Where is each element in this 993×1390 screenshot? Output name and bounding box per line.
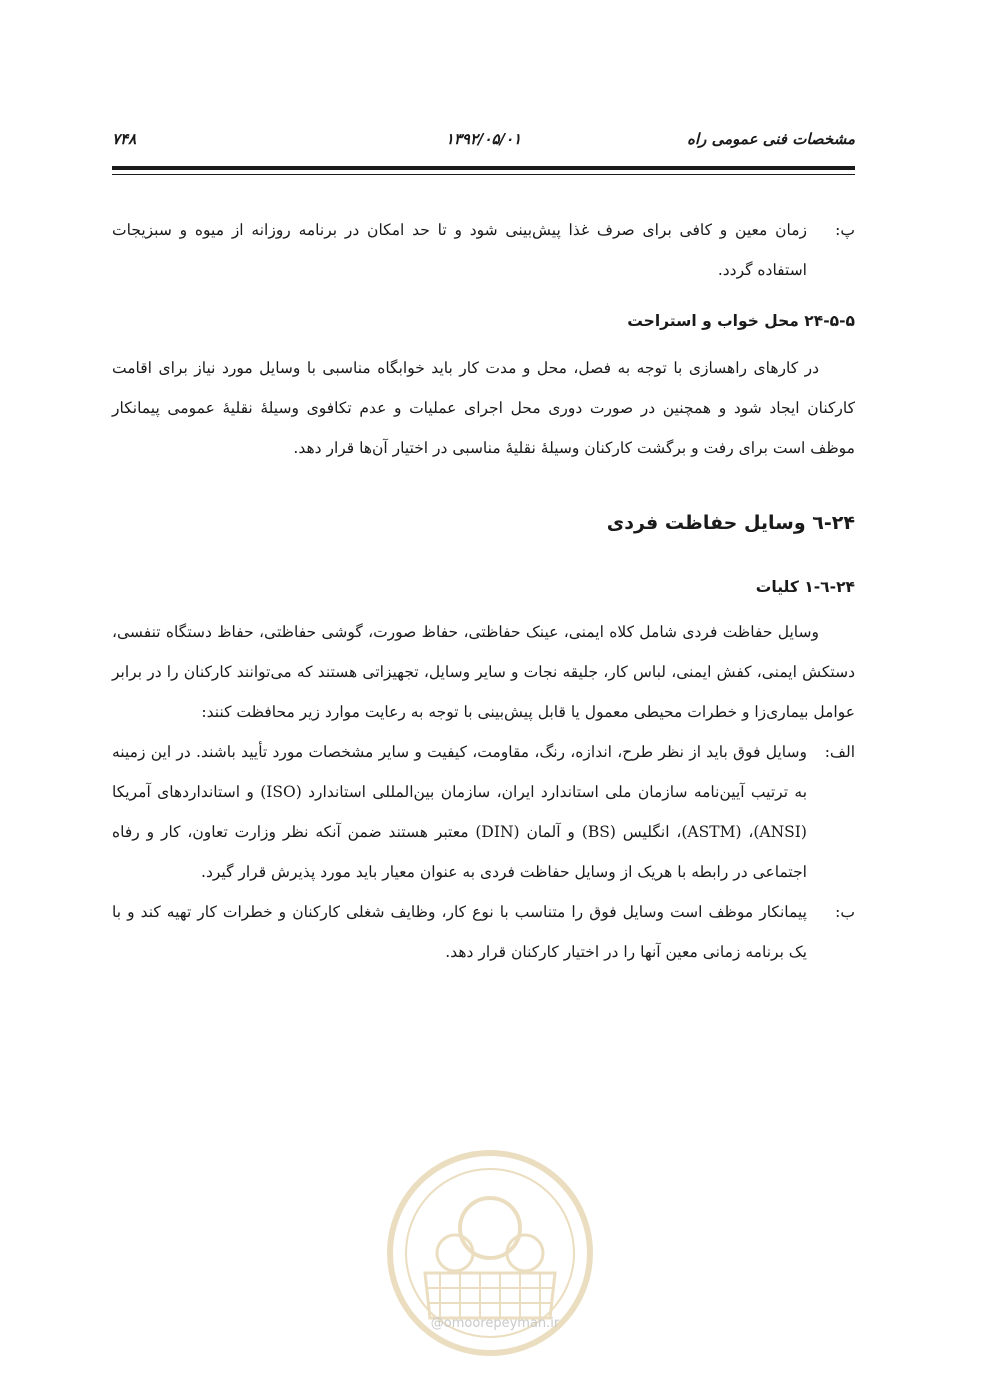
watermark-text: @omoorepeyman.ir [430,1316,560,1331]
list-item-label: پ: [835,221,855,239]
section-paragraph-24-5-5: در کارهای راهسازی با توجه به فصل، محل و مدت کار باید خوابگاه مناسبی با وسایل مورد نیاز برای اقامت کارکنان ایجاد شود و همچنین در صورت دوری محل اجرای عملیات و عدم تکافوی وسیلهٔ نقلیهٔ عمومی پیمانکار موظف است برای رفت و برگشت کارکنان وسیلهٔ نقلیهٔ مناسبی در اختیار آن‌ها قرار دهد. [112,359,855,457]
header-title: مشخصات فنی عمومی راه [687,130,855,148]
section-paragraph-24-6-1: وسایل حفاظت فردی شامل کلاه ایمنی، عینک حفاظتی، حفاظ صورت، گوشی حفاظتی، حفاظ دستگاه تنفسی، دستکش ایمنی، کفش ایمنی، لباس کار، جلیقه نجات و سایر وسایل، تجهیزاتی هستند که می‌توانند کارکنان را در برابر عوامل بیماری‌زا و خطرات محیطی معمول یا قابل پیش‌بینی با توجه به رعایت موارد زیر محافظت کنند: [112,623,855,721]
header-rule-thin [112,174,855,175]
list-item-alef [112,732,855,892]
list-item-text: زمان معین و کافی برای صرف غذا پیش‌بینی شود و تا حد امکان در برنامه روزانه از میوه و سبزیجات استفاده گردد. [112,221,807,279]
list-item-text: پیمانکار موظف است وسایل فوق را متناسب با نوع کار، وظایف شغلی کارکنان و خطرات کار تهیه کند و با یک برنامه زمانی معین آنها را در اختیار کارکنان قرار دهد. [112,903,807,961]
section-heading-24-6: ۲۴-٦ وسایل حفاظت فردی [606,512,855,534]
list-item-label: الف: [824,743,855,761]
section-heading-24-5-5: ۲۴-۵-۵ محل خواب و استراحت [627,312,855,330]
list-item-pe [112,210,855,290]
list-item-text: وسایل فوق باید از نظر طرح، اندازه، رنگ، مقاومت، کیفیت و سایر مشخصات مورد تأیید باشند. در این زمینه به ترتیب آیین‌نامه سازمان ملی استاندارد ایران، سازمان بین‌المللی استاندارد (ISO) و استانداردهای آمریکا (ANSI)، (ASTM)، انگلیس (BS) و آلمان (DIN) معتبر هستند ضمن آنکه نظر وزارت تعاون، کار و رفاه اجتماعی در رابطه با هریک از وسایل حفاظت فردی به عنوان معیار باید مورد پذیرش قرار گیرد. [112,743,808,881]
section-heading-24-6-1: ۲۴-٦-۱ کلیات [755,578,855,596]
header-date: ۱۳۹۲/۰۵/۰۱ [445,130,522,148]
header-rule-thick [112,166,855,170]
page-number: ۷۴۸ [112,130,137,148]
page-header [112,128,855,156]
list-item-label: ب: [835,903,855,921]
list-item-be [112,892,855,972]
page-body [112,210,855,972]
